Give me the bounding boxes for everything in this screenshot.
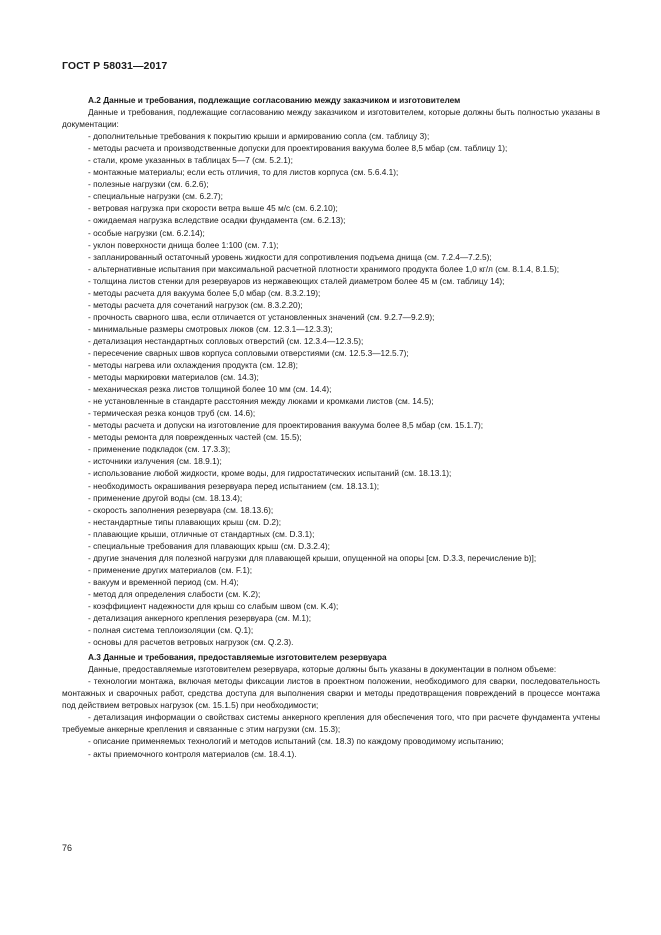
list-item: - полезные нагрузки (см. 6.2.6); [88, 179, 209, 190]
list-item: - монтажные материалы; если есть отличия, то для листов корпуса (см. 5.6.4.1); [88, 167, 399, 178]
section-a2-intro: Данные и требования, подлежащие согласованию между заказчиком и изготовителем, которые должны быть полностью указаны в документации: [62, 107, 600, 130]
list-item: - скорость заполнения резервуара (см. 18.13.6); [88, 504, 274, 515]
list-item: - применение другой воды (см. 18.13.4); [88, 492, 243, 503]
document-header: ГОСТ Р 58031—2017 [62, 60, 168, 72]
list-item: - ожидаемая нагрузка вследствие осадки фундамента (см. 6.2.13); [88, 215, 346, 226]
list-item: - методы расчета и производственные допуски для проектирования вакуума более 8,5 мбар (см. таблицу 1); [88, 143, 508, 154]
list-item: - механическая резка листов толщиной более 10 мм (см. 14.4); [88, 384, 332, 395]
list-item: - пересечение сварных швов корпуса сопловыми отверстиями (см. 12.5.3—12.5.7); [88, 347, 409, 358]
list-item: - технологии монтажа, включая методы фиксации листов в проектном положении, необходимого для сварки, последовательность монтажных и сварочных работ, средства доступа для выполнения сварки и методы предотвращения повреждений в процессе монтажа под действием ветровых нагрузок (см. 15.1.5) при необходимости; [62, 676, 600, 711]
list-item: - ветровая нагрузка при скорости ветра выше 45 м/с (см. 6.2.10); [88, 203, 338, 214]
section-a3-intro: Данные, предоставляемые изготовителем резервуара, которые должны быть указаны в документации в полном объеме: [88, 664, 557, 675]
list-item: - методы расчета и допуски на изготовление для проектирования вакуума более 8,5 мбар (см. 15.1.7); [88, 420, 484, 431]
list-item: - детализация анкерного крепления резервуара (см. M.1); [88, 613, 312, 624]
list-item: - нестандартные типы плавающих крыш (см. D.2); [88, 516, 282, 527]
list-item: - термическая резка концов труб (см. 14.6); [88, 408, 256, 419]
list-item: - описание применяемых технологий и методов испытаний (см. 18.3) по каждому проводимому испытанию; [88, 736, 504, 747]
list-item: - методы маркировки материалов (см. 14.3); [88, 372, 259, 383]
list-item: - не установленные в стандарте расстояния между люками и кромками листов (см. 14.5); [88, 396, 434, 407]
list-item: - запланированный остаточный уровень жидкости для сопротивления подъема днища (см. 7.2.4—7.2.5); [88, 251, 492, 262]
list-item: - метод для определения слабости (см. K.2); [88, 588, 261, 599]
list-item: - альтернативные испытания при максимальной расчетной плотности хранимого продукта более 1,0 кг/л (см. 8.1.4, 8.1.5); [88, 263, 560, 274]
list-item: - минимальные размеры смотровых люков (см. 12.3.1—12.3.3); [88, 323, 333, 334]
list-item: - применение подкладок (см. 17.3.3); [88, 444, 231, 455]
list-item: - основы для расчетов ветровых нагрузок (см. Q.2.3). [88, 637, 294, 648]
list-item: - методы ремонта для поврежденных частей (см. 15.5); [88, 432, 302, 443]
list-item: - полная система теплоизоляции (см. Q.1); [88, 625, 254, 636]
list-item: - особые нагрузки (см. 6.2.14); [88, 227, 205, 238]
list-item: - применение других материалов (см. F.1); [88, 564, 253, 575]
list-item: - методы нагрева или охлаждения продукта (см. 12.8); [88, 360, 298, 371]
section-a3-list [62, 675, 600, 759]
list-item: - другие значения для полезной нагрузки для плавающей крыши, опущенной на опоры [см. D.3.3, перечисление b)]; [88, 552, 537, 563]
list-item: - толщина листов стенки для резервуаров из нержавеющих сталей диаметром более 45 м (см. таблицу 14); [88, 275, 505, 286]
list-item: - методы расчета для сочетаний нагрузок (см. 8.3.2.20); [88, 299, 303, 310]
list-item: - детализация информации о свойствах системы анкерного крепления для обеспечения того, что при расчете фундамента учтены требуемые анкерные крепления и связанные с этим нагрузки (см. 15.3); [62, 712, 600, 735]
list-item: - использование любой жидкости, кроме воды, для гидростатических испытаний (см. 18.13.1); [88, 468, 452, 479]
section-a3-title: А.3 Данные и требования, предоставляемые изготовителем резервуара [88, 652, 387, 663]
page-number: 76 [62, 843, 73, 853]
list-item: - детализация нестандартных сопловых отверстий (см. 12.3.4—12.3.5); [88, 335, 364, 346]
list-item: - источники излучения (см. 18.9.1); [88, 456, 222, 467]
list-item: - специальные требования для плавающих крыш (см. D.3.2.4); [88, 540, 330, 551]
list-item: - прочность сварного шва, если отличается от установленных значений (см. 9.2.7—9.2.9); [88, 311, 435, 322]
list-item: - плавающие крыши, отличные от стандартных (см. D.3.1); [88, 528, 315, 539]
list-item: - акты приемочного контроля материалов (см. 18.4.1). [88, 748, 297, 759]
list-item: - необходимость окрашивания резервуара перед испытанием (см. 18.13.1); [88, 480, 380, 491]
document-body [62, 94, 600, 760]
list-item: - методы расчета для вакуума более 5,0 мбар (см. 8.3.2.19); [88, 287, 321, 298]
list-item: - специальные нагрузки (см. 6.2.7); [88, 191, 223, 202]
list-item: - уклон поверхности днища более 1:100 (см. 7.1); [88, 239, 279, 250]
list-item: - вакуум и временной период (см. H.4); [88, 576, 239, 587]
list-item: - дополнительные требования к покрытию крыши и армированию сопла (см. таблицу 3); [88, 131, 430, 142]
list-item: - коэффициент надежности для крыш со слабым швом (см. K.4); [88, 600, 339, 611]
section-a2-title: А.2 Данные и требования, подлежащие согласованию между заказчиком и изготовителем [88, 95, 461, 105]
list-item: - стали, кроме указанных в таблицах 5—7 (см. 5.2.1); [88, 155, 293, 166]
section-a2-list [62, 130, 600, 648]
